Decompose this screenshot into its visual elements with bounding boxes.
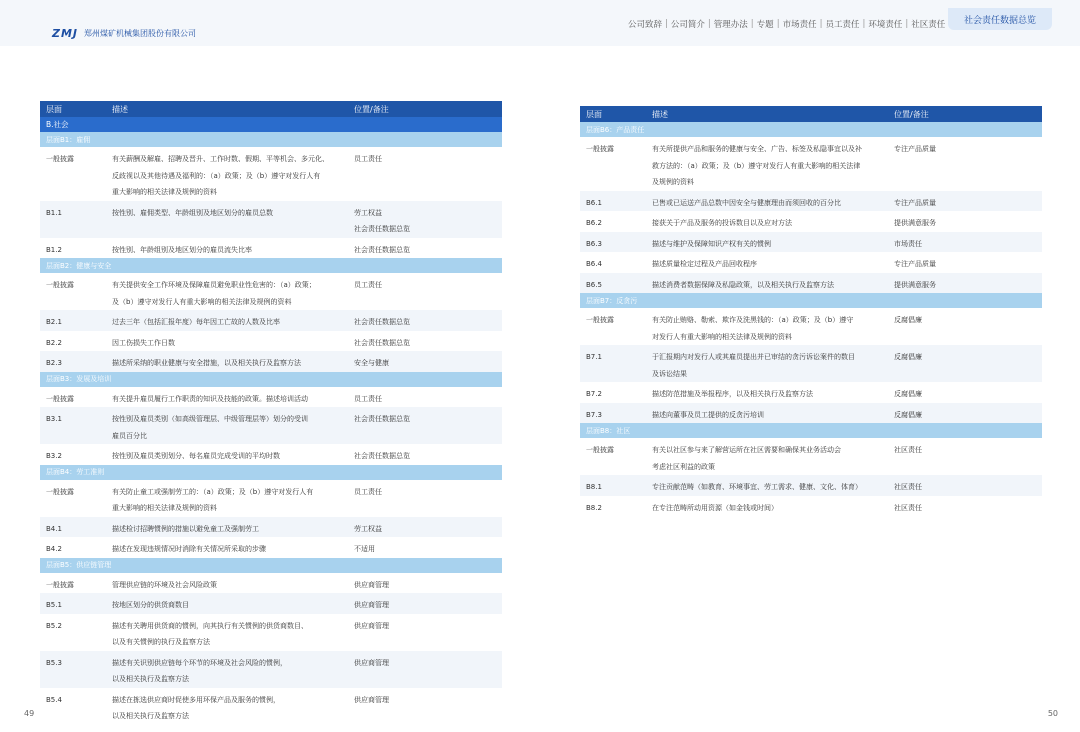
row-id: 一般披露 bbox=[46, 281, 74, 289]
row-description bbox=[650, 386, 892, 403]
description-line: 按性别、雇佣类型、年龄组别及地区划分的雇员总数 bbox=[112, 208, 273, 217]
table-row bbox=[40, 480, 502, 517]
table-row bbox=[580, 403, 1042, 424]
left-table bbox=[40, 101, 502, 725]
row-description bbox=[110, 411, 352, 444]
row-id: B6.4 bbox=[586, 260, 602, 268]
description-line: 对发行人有重大影响的相关法律及规例的资料 bbox=[652, 332, 792, 341]
group-title: 层面B1：雇佣 bbox=[40, 132, 502, 147]
row-id: B6.1 bbox=[586, 198, 602, 207]
note-line: 专注产品质量 bbox=[894, 145, 936, 153]
row-note bbox=[892, 277, 1042, 294]
note-line: 反腐倡廉 bbox=[894, 316, 922, 324]
row-id: B8.2 bbox=[586, 503, 602, 512]
row-note bbox=[352, 391, 502, 408]
row-id: 一般披露 bbox=[46, 487, 74, 496]
row-note bbox=[352, 597, 502, 614]
row-note bbox=[892, 500, 1042, 517]
row-description bbox=[110, 541, 352, 558]
description-line: 有关提升雇员履行工作职责的知识及技能的政策。描述培训活动 bbox=[112, 394, 308, 403]
row-id: B3.2 bbox=[46, 452, 62, 460]
note-line: 供应商管理 bbox=[354, 658, 389, 667]
nav-item[interactable]: 公司致辞 bbox=[628, 20, 663, 30]
note-line: 供应商管理 bbox=[354, 621, 389, 630]
table-row bbox=[40, 331, 502, 352]
note-line: 社会责任数据总览 bbox=[354, 415, 410, 423]
row-description bbox=[110, 597, 352, 614]
table-row bbox=[40, 517, 502, 538]
row-description bbox=[110, 151, 352, 201]
row-description bbox=[650, 277, 892, 294]
row-description bbox=[110, 242, 352, 259]
table-row bbox=[40, 147, 502, 201]
note-line: 员工责任 bbox=[354, 155, 382, 163]
row-description bbox=[650, 349, 892, 382]
row-id: B7.2 bbox=[586, 390, 602, 398]
note-line: 员工责任 bbox=[354, 487, 382, 496]
row-note bbox=[352, 411, 502, 428]
row-note bbox=[352, 355, 502, 372]
column-header: 位置/备注 bbox=[354, 104, 389, 114]
row-description bbox=[650, 407, 892, 424]
note-line: 反腐倡廉 bbox=[894, 353, 922, 361]
nav-item[interactable]: 环境责任 bbox=[868, 20, 903, 30]
row-note bbox=[892, 386, 1042, 403]
description-line: 描述在拣选供应商时促使多用环保产品及服务的惯例， bbox=[112, 695, 280, 704]
table-row bbox=[40, 614, 502, 651]
description-line: 以及相关执行及监察方法 bbox=[112, 675, 189, 683]
description-line: 有关防止童工或强制劳工的：（a）政策；及（b）遵守对发行人有 bbox=[112, 487, 314, 496]
row-note bbox=[892, 236, 1042, 253]
row-description bbox=[110, 314, 352, 331]
nav-separator: | bbox=[905, 19, 909, 29]
row-id: B1.2 bbox=[46, 245, 62, 254]
row-description bbox=[110, 618, 352, 651]
table-row bbox=[580, 191, 1042, 212]
company-logo[interactable] bbox=[52, 27, 196, 40]
row-note bbox=[892, 215, 1042, 232]
row-note bbox=[892, 442, 1042, 459]
row-note bbox=[892, 195, 1042, 212]
row-note bbox=[352, 618, 502, 635]
nav-item[interactable]: 员工责任 bbox=[825, 20, 860, 30]
note-line: 供应商管理 bbox=[354, 601, 389, 609]
description-line: 有关防止贿赂、勒索、欺诈及洗黑钱的：（a）政策；及（b）遵守 bbox=[652, 316, 854, 324]
description-line: 及诉讼结果 bbox=[652, 369, 687, 378]
table-row bbox=[40, 238, 502, 259]
row-note bbox=[352, 335, 502, 352]
row-note bbox=[352, 242, 502, 259]
row-note bbox=[892, 407, 1042, 424]
row-id: B2.1 bbox=[46, 318, 62, 326]
row-id: B4.2 bbox=[46, 545, 62, 553]
description-line: 描述所采纳的职业健康与安全措施，以及相关执行及监察方法 bbox=[112, 359, 301, 367]
row-description bbox=[110, 355, 352, 372]
group-title: 层面B5：供应链管理 bbox=[40, 558, 502, 573]
group-title: 层面B6：产品责任 bbox=[580, 122, 1042, 137]
description-line: 描述向董事及员工提供的反贪污培训 bbox=[652, 410, 764, 419]
description-line: 已售或已运送产品总数中因安全与健康理由而须回收的百分比 bbox=[652, 198, 841, 207]
row-note bbox=[352, 448, 502, 465]
row-description bbox=[650, 500, 892, 517]
description-line: 以及有关惯例的执行及监察方法 bbox=[112, 638, 210, 646]
row-id: B3.1 bbox=[46, 415, 62, 423]
row-id: B6.5 bbox=[586, 280, 602, 289]
note-line: 社区责任 bbox=[894, 483, 922, 491]
row-description bbox=[110, 655, 352, 688]
table-row bbox=[580, 273, 1042, 294]
note-line: 专注产品质量 bbox=[894, 198, 936, 207]
row-description bbox=[650, 215, 892, 232]
row-id: B5.1 bbox=[46, 601, 62, 609]
description-line: 在专注范畴所动用资源（如金钱或时间） bbox=[652, 503, 778, 512]
table-row bbox=[40, 273, 502, 310]
column-header: 位置/备注 bbox=[894, 109, 929, 119]
nav-separator: | bbox=[750, 19, 754, 29]
row-id: 一般披露 bbox=[586, 145, 614, 153]
row-note bbox=[892, 479, 1042, 496]
table-row bbox=[580, 252, 1042, 273]
nav-separator: | bbox=[707, 19, 711, 29]
description-line: 救方法的：（a）政策；及（b）遵守对发行人有重大影响的相关法律 bbox=[652, 161, 861, 170]
column-header: 层面 bbox=[46, 104, 62, 114]
description-line: 管理供应链的环境及社会风险政策 bbox=[112, 580, 217, 589]
description-line: 以及相关执行及监察方法 bbox=[112, 712, 189, 720]
description-line: 按性别及雇员类别划分、每名雇员完成受训的平均时数 bbox=[112, 452, 280, 460]
table-row bbox=[40, 537, 502, 558]
note-line: 反腐倡廉 bbox=[894, 390, 922, 398]
note-line: 社会责任数据总览 bbox=[354, 318, 410, 326]
row-description bbox=[110, 577, 352, 594]
note-line: 劳工权益 bbox=[354, 524, 382, 533]
tab-social-data-overview[interactable]: 社会责任数据总览 bbox=[948, 8, 1052, 30]
note-line: 社会责任数据总览 bbox=[354, 245, 410, 254]
description-line: 描述消费者数据保障及私隐政策，以及相关执行及监察方法 bbox=[652, 280, 834, 289]
description-line: 接获关于产品及服务的投诉数目以及应对方法 bbox=[652, 219, 792, 227]
row-id: B8.1 bbox=[586, 483, 602, 491]
column-header: 描述 bbox=[652, 109, 668, 119]
description-line: 有关所提供产品和服务的健康与安全、广告、标签及私隐事宜以及补 bbox=[652, 145, 862, 153]
group-title: 层面B4：劳工准则 bbox=[40, 465, 502, 480]
description-line: 专注贡献范畴（如教育、环境事宜、劳工需求、健康、文化、体育） bbox=[652, 483, 862, 491]
nav-item[interactable]: 社区责任 bbox=[911, 20, 946, 30]
table-row bbox=[580, 345, 1042, 382]
table-row bbox=[40, 387, 502, 408]
row-description bbox=[650, 479, 892, 496]
row-description bbox=[110, 335, 352, 352]
row-id: B4.1 bbox=[46, 524, 62, 533]
row-description bbox=[650, 141, 892, 191]
table-header bbox=[40, 101, 502, 117]
row-description bbox=[110, 391, 352, 408]
description-line: 描述有关聘用供货商的惯例，向其执行有关惯例的供货商数目、 bbox=[112, 621, 308, 630]
note-line: 供应商管理 bbox=[354, 580, 389, 589]
row-note bbox=[892, 141, 1042, 158]
table-row bbox=[40, 351, 502, 372]
description-line: 按性别及雇员类别（如高级管理层、中级管理层等）划分的受训 bbox=[112, 415, 308, 423]
table-row bbox=[580, 308, 1042, 345]
table-row bbox=[40, 310, 502, 331]
top-nav bbox=[626, 18, 947, 30]
column-header: 层面 bbox=[586, 109, 602, 119]
description-line: 及（b）遵守对发行人有重大影响的相关法律及规例的资料 bbox=[112, 297, 292, 306]
note-line: 提供满意服务 bbox=[894, 219, 936, 227]
note-line: 提供满意服务 bbox=[894, 280, 936, 289]
description-line: 有关提供安全工作环境及保障雇员避免职业性危害的：（a）政策； bbox=[112, 281, 316, 289]
table-row bbox=[580, 211, 1042, 232]
table-row bbox=[40, 651, 502, 688]
row-description bbox=[110, 521, 352, 538]
note-line: 社区责任 bbox=[894, 446, 922, 454]
group-title: 层面B3：发展及培训 bbox=[40, 372, 502, 387]
description-line: 于汇报期内对发行人或其雇员提出并已审结的贪污诉讼案件的数目 bbox=[652, 353, 855, 361]
description-line: 描述在发现违规情况时消除有关情况所采取的步骤 bbox=[112, 545, 266, 553]
table-row bbox=[40, 573, 502, 594]
row-description bbox=[650, 256, 892, 273]
nav-item[interactable]: 管理办法 bbox=[713, 20, 748, 30]
description-line: 考虑社区利益的政策 bbox=[652, 462, 715, 471]
description-line: 重大影响的相关法律及规例的资料 bbox=[112, 188, 217, 196]
row-description bbox=[650, 442, 892, 475]
description-line: 按地区划分的供货商数目 bbox=[112, 601, 189, 609]
row-id: B5.3 bbox=[46, 658, 62, 667]
description-line: 有关以社区参与来了解营运所在社区需要和确保其业务活动会 bbox=[652, 446, 841, 454]
row-description bbox=[110, 692, 352, 725]
row-note bbox=[892, 256, 1042, 273]
table-row bbox=[580, 382, 1042, 403]
row-description bbox=[110, 277, 352, 310]
description-line: 描述质量检定过程及产品回收程序 bbox=[652, 260, 757, 268]
row-description bbox=[110, 205, 352, 222]
table-row bbox=[40, 688, 502, 725]
nav-separator: | bbox=[665, 19, 668, 29]
row-note bbox=[892, 312, 1042, 329]
row-description bbox=[650, 236, 892, 253]
row-id: 一般披露 bbox=[46, 155, 74, 163]
right-table bbox=[580, 106, 1042, 516]
row-note bbox=[352, 577, 502, 594]
row-id: B2.2 bbox=[46, 338, 62, 347]
note-line: 员工责任 bbox=[354, 281, 382, 289]
row-id: B2.3 bbox=[46, 359, 62, 367]
description-line: 及规例的资料 bbox=[652, 178, 694, 186]
row-note bbox=[352, 205, 502, 238]
note-line: 安全与健康 bbox=[354, 359, 389, 367]
nav-separator: | bbox=[862, 19, 866, 29]
column-header: 描述 bbox=[112, 104, 128, 114]
note-line: 反腐倡廉 bbox=[894, 410, 922, 419]
logo-mark: ZMJ bbox=[52, 27, 79, 40]
row-id: 一般披露 bbox=[586, 316, 614, 324]
table-row bbox=[580, 232, 1042, 253]
description-line: 描述检讨招聘惯例的措施以避免童工及强制劳工 bbox=[112, 524, 259, 533]
row-description bbox=[650, 195, 892, 212]
table-row bbox=[40, 201, 502, 238]
row-id: B7.1 bbox=[586, 353, 602, 361]
row-note bbox=[352, 655, 502, 672]
group-title: 层面B2：健康与安全 bbox=[40, 258, 502, 273]
description-line: 雇员百分比 bbox=[112, 431, 147, 440]
page-number-left: 49 bbox=[24, 709, 35, 718]
table-row bbox=[40, 407, 502, 444]
row-description bbox=[110, 448, 352, 465]
description-line: 描述与维护及保障知识产权有关的惯例 bbox=[652, 239, 771, 248]
table-row bbox=[580, 496, 1042, 517]
row-id: 一般披露 bbox=[46, 580, 74, 589]
row-note bbox=[352, 277, 502, 294]
description-line: 描述有关识别供应链每个环节的环境及社会风险的惯例， bbox=[112, 658, 287, 667]
table-row bbox=[580, 475, 1042, 496]
group-title: 层面B8：社区 bbox=[580, 423, 1042, 438]
row-id: B5.4 bbox=[46, 695, 62, 704]
note-line: 不适用 bbox=[354, 545, 375, 553]
note-line: 市场责任 bbox=[894, 239, 922, 248]
row-description bbox=[110, 484, 352, 517]
note-line: 社会责任数据总览 bbox=[354, 338, 410, 347]
table-row bbox=[580, 137, 1042, 191]
group-title: 层面B7：反贪污 bbox=[580, 293, 1042, 308]
page-number-right: 50 bbox=[1047, 709, 1058, 718]
note-line: 供应商管理 bbox=[354, 695, 389, 704]
description-line: 重大影响的相关法律及规例的资料 bbox=[112, 504, 217, 512]
row-id: B7.3 bbox=[586, 410, 602, 419]
section-title: B.社会 bbox=[40, 117, 502, 132]
row-id: 一般披露 bbox=[586, 446, 614, 454]
description-line: 过去三年（包括汇报年度）每年因工亡故的人数及比率 bbox=[112, 318, 280, 326]
table-row bbox=[40, 444, 502, 465]
note-line: 劳工权益 bbox=[354, 208, 382, 217]
row-note bbox=[352, 484, 502, 501]
row-id: B6.2 bbox=[586, 219, 602, 227]
row-id: B6.3 bbox=[586, 239, 602, 248]
description-line: 有关薪酬及解雇、招聘及晋升、工作时数、假期、平等机会、多元化、 bbox=[112, 155, 329, 163]
row-note bbox=[352, 151, 502, 168]
row-note bbox=[352, 314, 502, 331]
row-id: 一般披露 bbox=[46, 394, 74, 403]
note-line: 社区责任 bbox=[894, 503, 922, 512]
table-header bbox=[580, 106, 1042, 122]
table-row bbox=[40, 593, 502, 614]
note-line: 社会责任数据总览 bbox=[354, 225, 410, 233]
row-description bbox=[650, 312, 892, 345]
nav-item[interactable]: 专题 bbox=[756, 20, 774, 30]
description-line: 按性别、年龄组别及地区划分的雇员流失比率 bbox=[112, 245, 252, 254]
table-row bbox=[580, 438, 1042, 475]
row-note bbox=[352, 692, 502, 709]
description-line: 反歧视以及其他待遇及福利的：（a）政策；及（b）遵守对发行人有 bbox=[112, 171, 321, 180]
row-id: B1.1 bbox=[46, 208, 62, 217]
row-note bbox=[352, 541, 502, 558]
row-note bbox=[892, 349, 1042, 366]
nav-separator: | bbox=[819, 19, 823, 29]
description-line: 因工伤损失工作日数 bbox=[112, 338, 175, 347]
nav-item[interactable]: 公司简介 bbox=[670, 20, 705, 30]
note-line: 专注产品质量 bbox=[894, 260, 936, 268]
row-id: B5.2 bbox=[46, 621, 62, 630]
company-name: 郑州煤矿机械集团股份有限公司 bbox=[84, 29, 197, 38]
nav-item[interactable]: 市场责任 bbox=[782, 20, 817, 30]
note-line: 员工责任 bbox=[354, 394, 382, 403]
nav-separator: | bbox=[776, 19, 780, 29]
note-line: 社会责任数据总览 bbox=[354, 452, 410, 460]
row-note bbox=[352, 521, 502, 538]
description-line: 描述防范措施及举报程序，以及相关执行及监察方法 bbox=[652, 390, 813, 398]
